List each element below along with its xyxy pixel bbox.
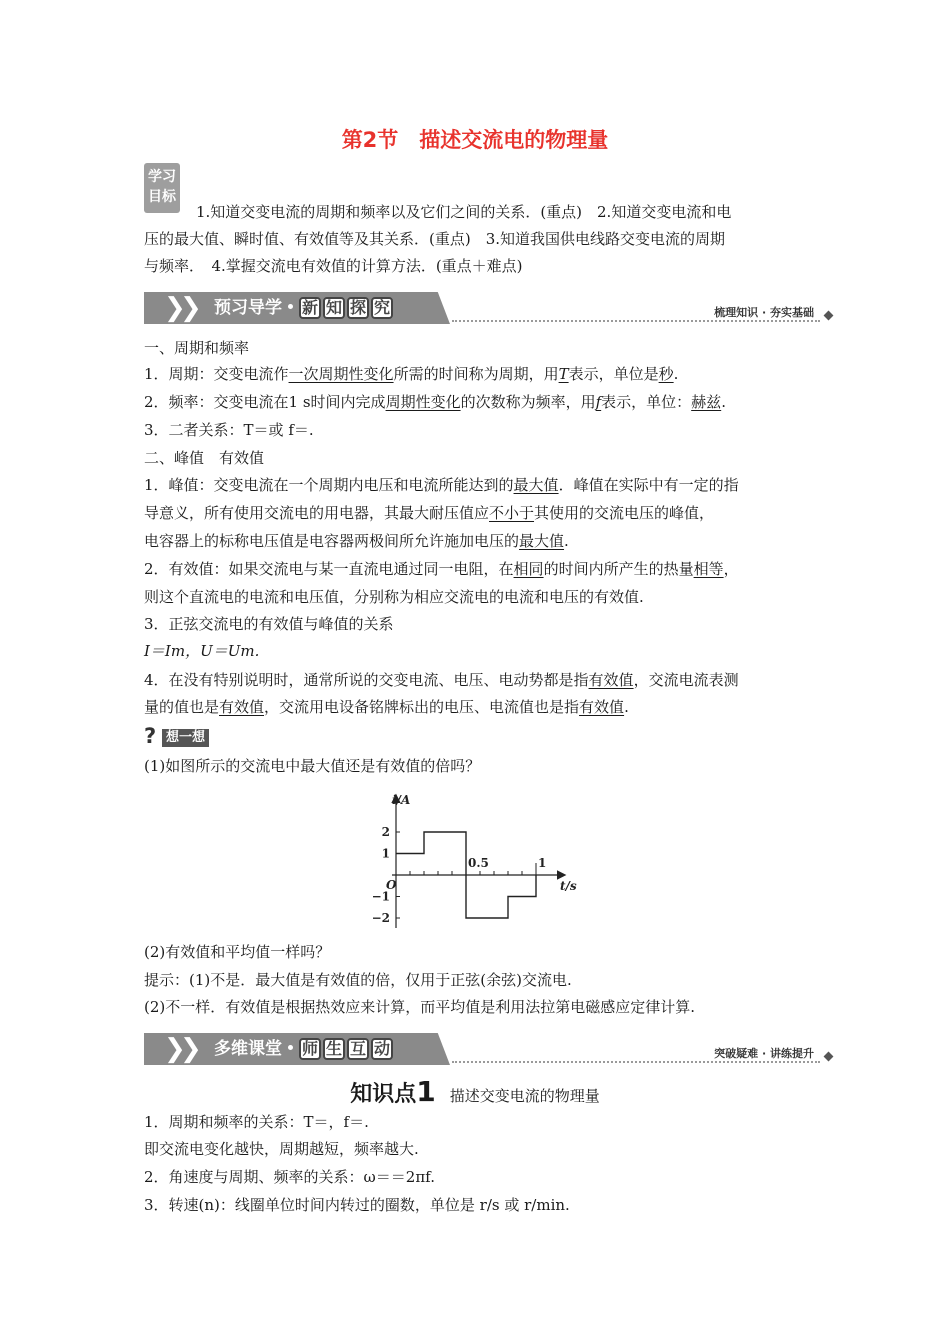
paragraph: 1．周期：交变电流作一次周期性变化所需的时间称为周期，用T表示，单位是秒. — [144, 365, 679, 383]
x-tick-label: 0.5 — [468, 856, 489, 870]
current-time-chart — [360, 784, 590, 934]
chevron-right-icon: ❯ — [180, 293, 202, 323]
origin-label: O — [386, 878, 397, 892]
y-axis-label: i/A — [392, 793, 411, 807]
learning-goals-tag: 学习 目标 — [144, 163, 180, 213]
knowledge-point-heading: 知识点1 描述交变电流的物理量 — [350, 1075, 600, 1108]
section-banner-classroom — [144, 1033, 834, 1065]
paragraph: 1．峰值：交变电流在一个周期内电压和电流所能达到的最大值．峰值在实际中有一定的指 — [144, 476, 739, 494]
paragraph: 3．二者关系：T＝或 f＝. — [144, 421, 314, 439]
banner-label: 预习导学 新 知 探 究 — [214, 296, 395, 320]
section-heading: 二、峰值 有效值 — [144, 449, 265, 467]
y-tick-label: −1 — [371, 889, 390, 904]
y-tick-label: −2 — [371, 911, 390, 925]
chevron-right-icon: ❯ — [164, 1034, 186, 1064]
dotted-divider — [452, 320, 820, 322]
x-tick-label: 1 — [538, 856, 547, 870]
paragraph: 3．正弦交流电的有效值与峰值的关系 — [144, 615, 394, 633]
paragraph: 电容器上的标称电压值是电容器两极间所允许施加电压的最大值. — [144, 532, 569, 550]
paragraph: 1．周期和频率的关系：T＝，f＝. — [144, 1113, 369, 1131]
goals-line-1: 1.知道交变电流的周期和频率以及它们之间的关系．(重点) 2.知道交变电流和电 — [196, 203, 732, 221]
paragraph: 导意义，所有使用交流电的用电器，其最大耐压值应不小于其使用的交流电压的峰值， — [144, 504, 715, 522]
chevron-right-icon: ❯ — [180, 1034, 202, 1064]
goals-line-3: 与频率． 4.掌握交流电有效值的计算方法．(重点＋难点) — [144, 257, 523, 275]
question: (1)如图所示的交流电中最大值还是有效值的倍吗？ — [144, 757, 481, 775]
diamond-icon — [824, 311, 834, 321]
banner-label: 多维课堂 师 生 互 动 — [214, 1037, 395, 1061]
paragraph: 3．转速(n)：线圈单位时间内转过的圈数，单位是 r/s 或 r/min. — [144, 1196, 570, 1214]
diamond-icon — [824, 1052, 834, 1062]
paragraph: 则这个直流电的电流和电压值，分别称为相应交流电的电流和电压的有效值. — [144, 588, 644, 606]
paragraph: 2．角速度与周期、频率的关系：ω＝＝2πf. — [144, 1168, 435, 1186]
question-icon: ? — [144, 724, 157, 748]
formula: I＝Im，U＝Um. — [144, 642, 260, 660]
section-heading: 一、周期和频率 — [144, 339, 250, 357]
paragraph: 2．频率：交变电流在1 s时间内完成周期性变化的次数称为频率，用f表示，单位：赫兹. — [144, 393, 726, 411]
dotted-divider — [452, 1061, 820, 1063]
paragraph: 量的值也是有效值，交流用电设备铭牌标出的电压、电流值也是指有效值. — [144, 698, 629, 716]
y-tick-label: 1 — [381, 846, 390, 861]
banner-right-label: 梳理知识 · 夯实基础 — [714, 306, 814, 319]
answer: 提示：(1)不是．最大值是有效值的倍，仅用于正弦(余弦)交流电. — [144, 971, 572, 989]
paragraph: 4．在没有特别说明时，通常所说的交变电流、电压、电动势都是指有效值，交流电流表测 — [144, 671, 739, 689]
question: (2)有效值和平均值一样吗？ — [144, 943, 331, 961]
goals-line-2: 压的最大值、瞬时值、有效值等及其关系．(重点) 3.知道我国供电线路交变电流的周期 — [144, 230, 726, 248]
answer: (2)不一样．有效值是根据热效应来计算，而平均值是利用法拉第电磁感应定律计算. — [144, 998, 696, 1016]
x-axis-label: t/s — [560, 879, 577, 893]
page-title: 第2节 描述交流电的物理量 — [341, 128, 609, 152]
y-tick-label: 2 — [381, 825, 390, 839]
banner-right-label: 突破疑难 · 讲练提升 — [714, 1047, 814, 1060]
paragraph: 即交流电变化越快，周期越短，频率越大. — [144, 1140, 419, 1158]
paragraph: 2．有效值：如果交流电与某一直流电通过同一电阻，在相同的时间内所产生的热量相等， — [144, 560, 739, 578]
chevron-right-icon: ❯ — [164, 293, 186, 323]
section-banner-preview — [144, 292, 834, 324]
